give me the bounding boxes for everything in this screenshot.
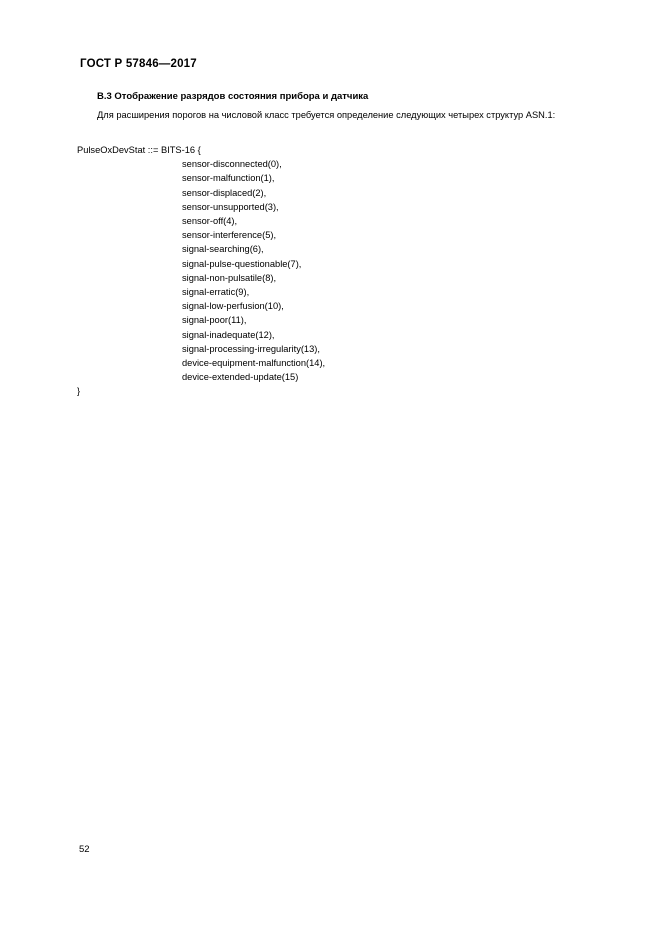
intro-paragraph: Для расширения порогов на числовой класс требуется определение следующих четырех структур ASN.1: bbox=[97, 110, 556, 120]
code-enum-item: sensor-malfunction(1), bbox=[182, 173, 275, 184]
code-closing-brace: } bbox=[77, 386, 81, 397]
code-enum-item: signal-inadequate(12), bbox=[182, 329, 275, 340]
code-enum-item: device-extended-update(15) bbox=[182, 372, 299, 383]
code-enum-item: signal-low-perfusion(10), bbox=[182, 301, 284, 312]
code-enum-item: sensor-interference(5), bbox=[182, 230, 277, 241]
code-enum-item: sensor-off(4), bbox=[182, 216, 238, 227]
code-enum-item: device-equipment-malfunction(14), bbox=[182, 358, 326, 369]
code-enum-item: signal-erratic(9), bbox=[182, 287, 250, 298]
code-enum-item: signal-searching(6), bbox=[182, 244, 264, 255]
section-title: В.3 Отображение разрядов состояния прибора и датчика bbox=[97, 91, 369, 102]
code-enum-item: signal-poor(11), bbox=[182, 315, 247, 326]
code-enum-item: sensor-disconnected(0), bbox=[182, 159, 282, 170]
code-enum-list bbox=[182, 157, 325, 384]
code-enum-item: sensor-displaced(2), bbox=[182, 187, 267, 198]
code-enum-item: sensor-unsupported(3), bbox=[182, 201, 279, 212]
page-header-standard-number: ГОСТ Р 57846—2017 bbox=[80, 58, 197, 70]
code-enum-item: signal-pulse-questionable(7), bbox=[182, 258, 302, 269]
asn1-code-block bbox=[77, 143, 325, 399]
code-declaration-line: PulseOxDevStat ::= BITS-16 { bbox=[77, 145, 201, 155]
page-number: 52 bbox=[79, 844, 90, 855]
code-enum-item: signal-non-pulsatile(8), bbox=[182, 272, 277, 283]
code-enum-item: signal-processing-irregularity(13), bbox=[182, 343, 320, 354]
